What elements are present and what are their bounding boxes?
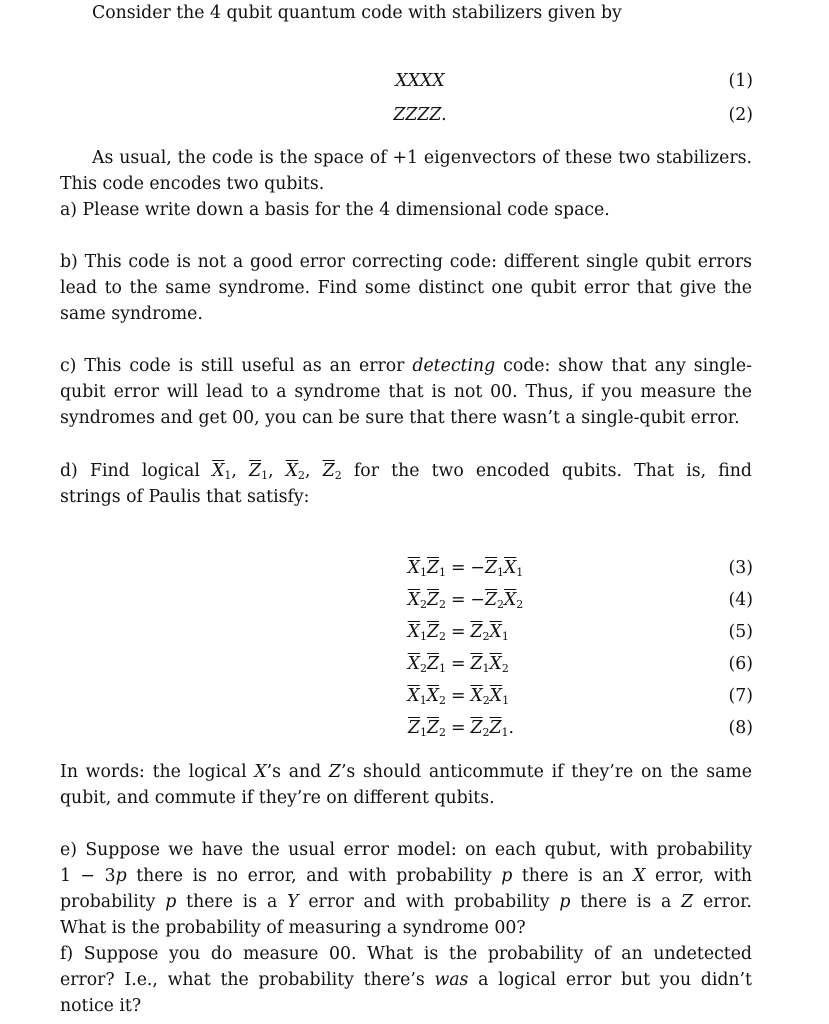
equation-4-number: (4) [728, 590, 753, 610]
in-words-line1 [60, 759, 752, 785]
equation-2-number: (2) [728, 105, 753, 125]
part-e-there-is-an: there is an [512, 866, 634, 886]
equation-5-number: (5) [728, 622, 753, 642]
equation-3-number: (3) [728, 558, 753, 578]
para1-line2: This code encodes two qubits. [60, 174, 325, 194]
equation-7-number: (7) [728, 686, 753, 706]
part-e-no-error: there is no error, and with probability [126, 866, 502, 886]
part-e-error-with: error, with [645, 866, 752, 886]
part-f-line2 [60, 967, 752, 993]
part-b-line1: b) This code is not a good error correcting code: different single qubit errors [60, 252, 752, 272]
part-e-line2: 1 − 3p there is no error, and with probability p there is an X error, with [60, 866, 752, 886]
equation-6-number: (6) [728, 654, 753, 674]
part-e-error-and: error and with probability [298, 892, 560, 912]
part-d-line2: strings of Paulis that satisfy: [60, 487, 310, 507]
part-f-line2-pre: error? I.e., what the probability there’s [60, 970, 435, 990]
part-d-line1-post: for the two encoded qubits. That is, find [341, 461, 752, 481]
part-f-line2-post: a logical error but you didn’t [468, 970, 752, 990]
part-f-emphasis: was [434, 970, 469, 990]
in-words-mid: ’s and [266, 762, 329, 782]
part-d-line1: d) Find logical $\overline{X}_1$, $\overline{Z}_1$, $\overline{X}_2$, $\overline{Z}_2$ for the two encoded qubits. That is, find [60, 461, 752, 482]
part-f-line1: f) Suppose you do measure 00. What is the probability of an undetected [60, 944, 752, 964]
part-e-error-end: error. [693, 892, 752, 912]
part-e-there-is-a: there is a [176, 892, 288, 912]
equation-8-number: (8) [728, 718, 753, 738]
equation-4-expr: $\overline{X}_2\overline{Z}_2 = -\overline{Z}_2\overline{X}_2$ [407, 590, 524, 611]
in-words-x: X [254, 762, 267, 782]
part-c-line1-post: code: show that any single- [495, 356, 752, 376]
part-c-line3: syndromes and get 00, you can be sure that there wasn’t a single-qubit error. [60, 408, 740, 428]
equation-3 [0, 553, 829, 583]
part-b-line2: lead to the same syndrome. Find some distinct one qubit error that give the [60, 278, 752, 298]
equation-1-number: (1) [728, 71, 753, 91]
equation-5-expr: $\overline{X}_1\overline{Z}_2 = \overline{Z}_2\overline{X}_1$ [407, 622, 509, 643]
in-words-pre: In words: the logical [60, 762, 255, 782]
part-c-line1-pre: c) This code is still useful as an error [60, 356, 413, 376]
equation-7-expr: $\overline{X}_1\overline{X}_2 = \overline{X}_2\overline{X}_1$ [407, 686, 510, 707]
para1-line1: As usual, the code is the space of +1 eigenvectors of these two stabilizers. [92, 148, 752, 168]
equation-2 [0, 100, 829, 130]
equation-8-expr: $\overline{Z}_1\overline{Z}_2 = \overline{Z}_2\overline{Z}_1$. [407, 718, 515, 739]
equation-2-expr: ZZZZ. [393, 105, 447, 125]
part-c-emphasis: detecting [412, 356, 496, 376]
part-e-there-is-a-2: there is a [570, 892, 682, 912]
equation-1 [0, 66, 829, 96]
in-words-z: Z [328, 762, 341, 782]
part-e-probability: probability [60, 892, 166, 912]
part-e-1-minus: 1 − 3 [60, 866, 116, 886]
in-words-post: ’s should anticommute if they’re on the same [340, 762, 753, 782]
part-e-line3: probability p there is a Y error and with probability p there is a Z error. [60, 892, 752, 912]
equation-4 [0, 585, 829, 615]
part-a-text: a) Please write down a basis for the 4 dimensional code space. [60, 200, 610, 220]
part-b-line3: same syndrome. [60, 304, 203, 324]
equation-1-expr: XXXX [395, 71, 445, 91]
part-c-line2: qubit error will lead to a syndrome that is not 00. Thus, if you measure the [60, 382, 752, 402]
part-d-line1-pre: d) Find logical [60, 461, 213, 481]
equation-6 [0, 649, 829, 679]
intro-text: Consider the 4 qubit quantum code with stabilizers given by [92, 3, 622, 23]
part-c-line1 [60, 353, 752, 379]
equation-8 [0, 713, 829, 743]
part-f-line3: notice it? [60, 996, 142, 1016]
equation-5 [0, 617, 829, 647]
equation-3-expr: $\overline{X}_1\overline{Z}_1 = -\overline{Z}_1\overline{X}_1$ [407, 558, 524, 579]
equation-7 [0, 681, 829, 711]
in-words-line2: qubit, and commute if they’re on different qubits. [60, 788, 495, 808]
part-e-line4: What is the probability of measuring a syndrome 00? [60, 918, 526, 938]
part-e-line1: e) Suppose we have the usual error model: on each qubut, with probability [60, 840, 752, 860]
equation-6-expr: $\overline{X}_2\overline{Z}_1 = \overline{Z}_1\overline{X}_2$ [407, 654, 509, 675]
